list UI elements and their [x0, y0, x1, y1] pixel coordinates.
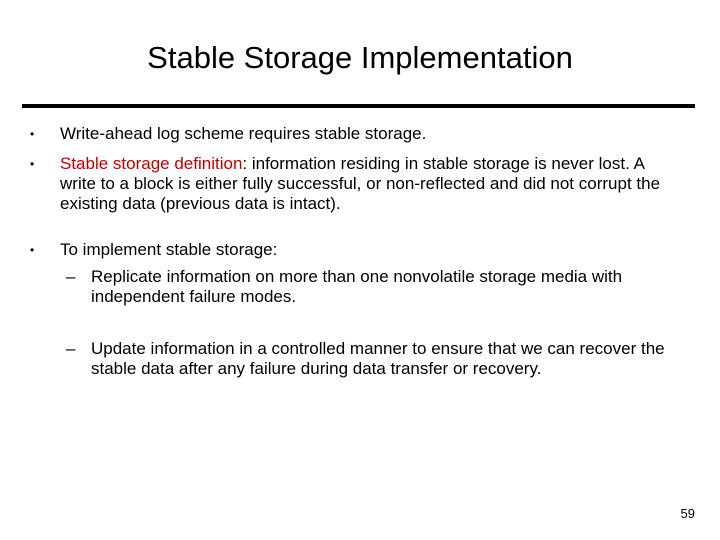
bullet-glyph: • — [30, 127, 35, 141]
bullet-text: Write-ahead log scheme requires stable storage. — [60, 124, 427, 143]
bullet-glyph: • — [30, 157, 35, 171]
bullet-glyph: • — [30, 243, 35, 257]
dash-glyph: – — [66, 339, 76, 358]
sub-bullet-text: Update information in a controlled manner to ensure that we can recover the stable data after any failure during data transfer or recovery. — [91, 339, 665, 378]
page-number: 59 — [680, 506, 695, 521]
bullet-text: To implement stable storage: — [60, 240, 278, 259]
sub-bullet-text: Replicate information on more than one nonvolatile storage media with independent failure modes. — [91, 267, 623, 306]
sub-bullet-item — [0, 339, 671, 379]
title-divider — [22, 104, 695, 108]
bullet-text: : information residing in stable storage is never lost. A write to a block is either fully successful, or non-reflected and did not corrupt the existing data (previous data is intact). — [60, 154, 661, 213]
bullet-item — [0, 124, 680, 144]
dash-glyph: – — [66, 267, 76, 286]
bullet-item — [0, 240, 680, 260]
slide-content — [0, 124, 720, 379]
definition-term: Stable storage definition — [60, 154, 243, 173]
sub-bullet-item — [0, 267, 671, 307]
bullet-item — [0, 154, 680, 214]
slide-title: Stable Storage Implementation — [147, 40, 573, 75]
